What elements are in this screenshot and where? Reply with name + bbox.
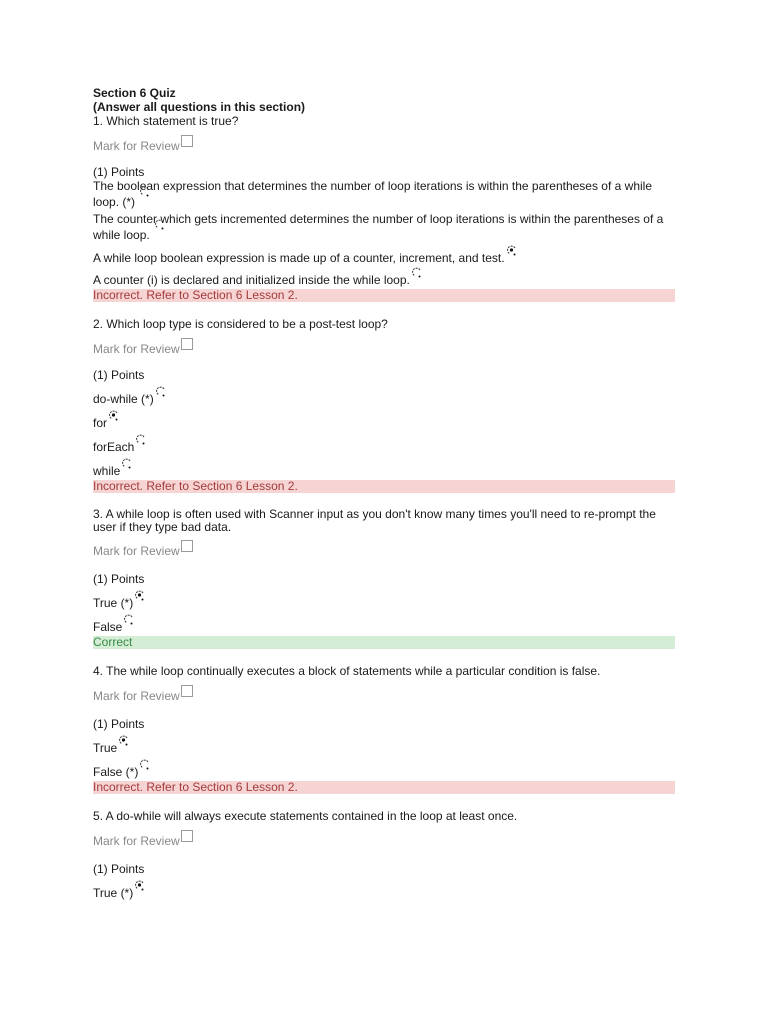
radio-icon[interactable]: [124, 614, 134, 626]
answer-option-text: False: [93, 620, 123, 634]
answer-option[interactable]: [93, 251, 675, 265]
answer-option[interactable]: [93, 620, 675, 634]
question-text: 3. A while loop is often used with Scanner input as you don't know many times you'll need to re-prompt the user if they type bad data.: [93, 507, 656, 534]
question-text: 1. Which statement is true?: [93, 114, 239, 128]
mark-for-review-checkbox[interactable]: [181, 540, 193, 552]
radio-selected-icon[interactable]: [507, 245, 517, 257]
feedback-bar: Correct: [93, 636, 675, 649]
answer-option-text: forEach: [93, 440, 135, 454]
radio-icon[interactable]: [136, 434, 146, 446]
radio-selected-icon[interactable]: [109, 410, 119, 422]
mark-for-review-label: Mark for Review: [93, 544, 180, 558]
answer-option[interactable]: [93, 464, 675, 478]
radio-selected-icon[interactable]: [119, 735, 129, 747]
feedback-bar: Incorrect. Refer to Section 6 Lesson 2.: [93, 289, 675, 302]
question-4: [93, 664, 675, 794]
quiz-title: Section 6 Quiz: [93, 86, 176, 100]
answer-option[interactable]: [93, 273, 675, 287]
quiz-page: [93, 86, 675, 915]
radio-icon[interactable]: [155, 219, 165, 231]
mark-for-review[interactable]: [93, 542, 675, 558]
answer-option[interactable]: [93, 765, 675, 779]
mark-for-review-checkbox[interactable]: [181, 338, 193, 350]
mark-for-review[interactable]: [93, 687, 675, 703]
answer-option-text: do-while (*): [93, 392, 154, 406]
answer-option-text: A counter (i) is declared and initialized inside the while loop.: [93, 273, 410, 287]
answer-option-text: True (*): [93, 596, 134, 610]
answer-option-text: False (*): [93, 765, 139, 779]
radio-icon[interactable]: [140, 186, 150, 198]
points-label: (1) Points: [93, 572, 145, 586]
question-text: 4. The while loop continually executes a block of statements while a particular condition is false.: [93, 664, 601, 678]
radio-icon[interactable]: [156, 386, 166, 398]
quiz-subtitle: (Answer all questions in this section): [93, 100, 306, 114]
mark-for-review-label: Mark for Review: [93, 342, 180, 356]
answer-option-text: while: [93, 464, 121, 478]
mark-for-review[interactable]: [93, 832, 675, 848]
question-2: [93, 317, 675, 493]
answer-option[interactable]: [93, 741, 675, 755]
radio-icon[interactable]: [140, 759, 150, 771]
answer-option[interactable]: [93, 440, 675, 454]
answer-option-text: The boolean expression that determines the number of loop iterations is within the parentheses of a while loop. (*): [93, 179, 652, 209]
question-text: 2. Which loop type is considered to be a post-test loop?: [93, 317, 388, 331]
answer-option[interactable]: [93, 392, 675, 406]
answer-option-text: True (*): [93, 886, 134, 900]
answer-option-text: The counter which gets incremented determines the number of loop iterations is within the parentheses of a while loop.: [93, 212, 664, 242]
radio-selected-icon[interactable]: [135, 590, 145, 602]
answer-option[interactable]: [93, 886, 675, 900]
mark-for-review-label: Mark for Review: [93, 834, 180, 848]
answer-option[interactable]: [93, 416, 675, 430]
radio-selected-icon[interactable]: [135, 880, 145, 892]
points-label: (1) Points: [93, 717, 145, 731]
mark-for-review[interactable]: [93, 137, 675, 153]
answer-option[interactable]: [93, 212, 675, 243]
answer-option[interactable]: [93, 596, 675, 610]
mark-for-review[interactable]: [93, 340, 675, 356]
feedback-bar: Incorrect. Refer to Section 6 Lesson 2.: [93, 480, 675, 493]
mark-for-review-checkbox[interactable]: [181, 685, 193, 697]
question-3: [93, 508, 675, 649]
mark-for-review-label: Mark for Review: [93, 689, 180, 703]
radio-icon[interactable]: [122, 458, 132, 470]
points-label: (1) Points: [93, 165, 145, 179]
question-text: 5. A do-while will always execute statements contained in the loop at least once.: [93, 809, 518, 823]
question-5: [93, 809, 675, 900]
answer-option-text: A while loop boolean expression is made up of a counter, increment, and test.: [93, 251, 505, 265]
answer-option[interactable]: [93, 179, 675, 210]
answer-option-text: for: [93, 416, 108, 430]
points-label: (1) Points: [93, 862, 145, 876]
answer-option-text: True: [93, 741, 118, 755]
mark-for-review-label: Mark for Review: [93, 139, 180, 153]
question-1: [93, 114, 675, 302]
feedback-bar: Incorrect. Refer to Section 6 Lesson 2.: [93, 781, 675, 794]
mark-for-review-checkbox[interactable]: [181, 830, 193, 842]
points-label: (1) Points: [93, 368, 145, 382]
mark-for-review-checkbox[interactable]: [181, 135, 193, 147]
radio-icon[interactable]: [412, 267, 422, 279]
